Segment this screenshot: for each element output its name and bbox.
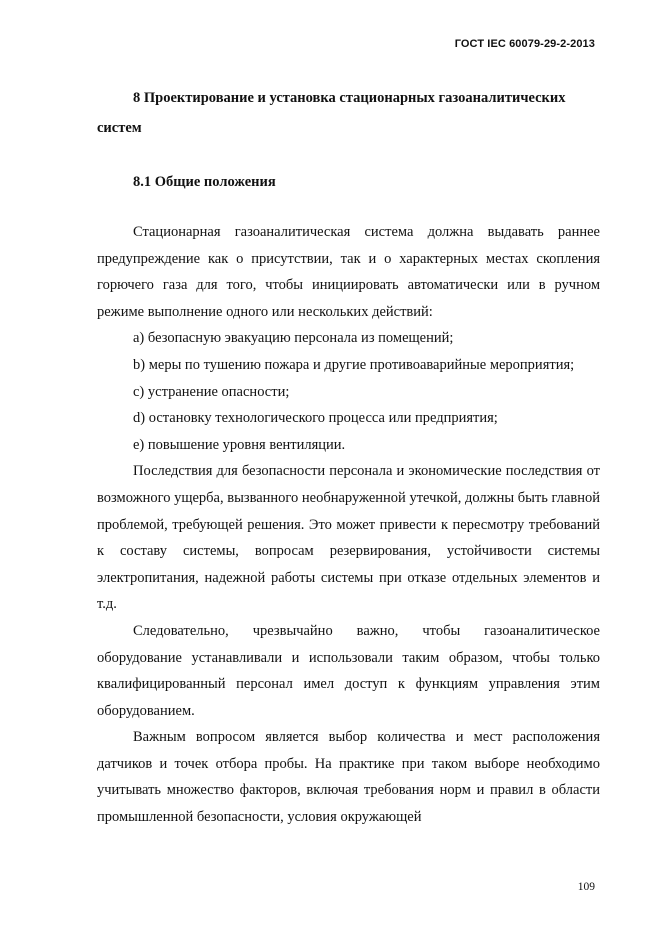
access-paragraph: Следовательно, чрезвычайно важно, чтобы газоаналитическое оборудование устанавливали и использовали таким образом, чтобы только квалифицированный персонал имел доступ к функциям управления этим оборудованием. [97,622,600,719]
action-item-b: b) меры по тушению пожара и другие противоаварийные мероприятия; [133,356,575,373]
consequences-paragraph: Последствия для безопасности персонала и экономические последствия от возможного ущерба, вызванного необнаруженной утечкой, должны быть главной проблемой, требующей решения. Это может привести к пересмотру требований к составу системы, вопросам резервирования, устойчивости системы электропитания, надежной работы системы при отказе отдельных элементов и т.д. [97,463,600,613]
action-item-e: e) повышение уровня вентиляции. [133,436,346,453]
page-number: 109 [577,881,595,893]
sensor-placement-paragraph: Важным вопросом является выбор количества и мест расположения датчиков и точек отбора пробы. На практике при таком выборе необходимо учитывать множество факторов, включая требования норм и правил в области промышленной безопасности, условия окружающей [97,729,600,826]
action-item-d: d) остановку технологического процесса или предприятия; [133,410,498,427]
spacer [97,197,600,219]
intro-paragraph: Стационарная газоаналитическая система должна выдавать раннее предупреждение как о присутствии, так и о характерных местах скопления горючего газа для того, чтобы инициировать автоматически или в ручном режиме выполнение одного или нескольких действий: [97,224,600,320]
action-item-a: a) безопасную эвакуацию персонала из помещений; [133,330,454,347]
document-body [97,83,600,831]
action-item-c: c) устранение опасности; [133,383,290,400]
spacer [97,143,600,167]
section-title: 8 Проектирование и установка стационарных газоаналитических систем [97,90,566,136]
subsection-title: 8.1 Общие положения [133,174,276,190]
document-standard-id: ГОСТ IEC 60079-29-2-2013 [454,38,595,50]
